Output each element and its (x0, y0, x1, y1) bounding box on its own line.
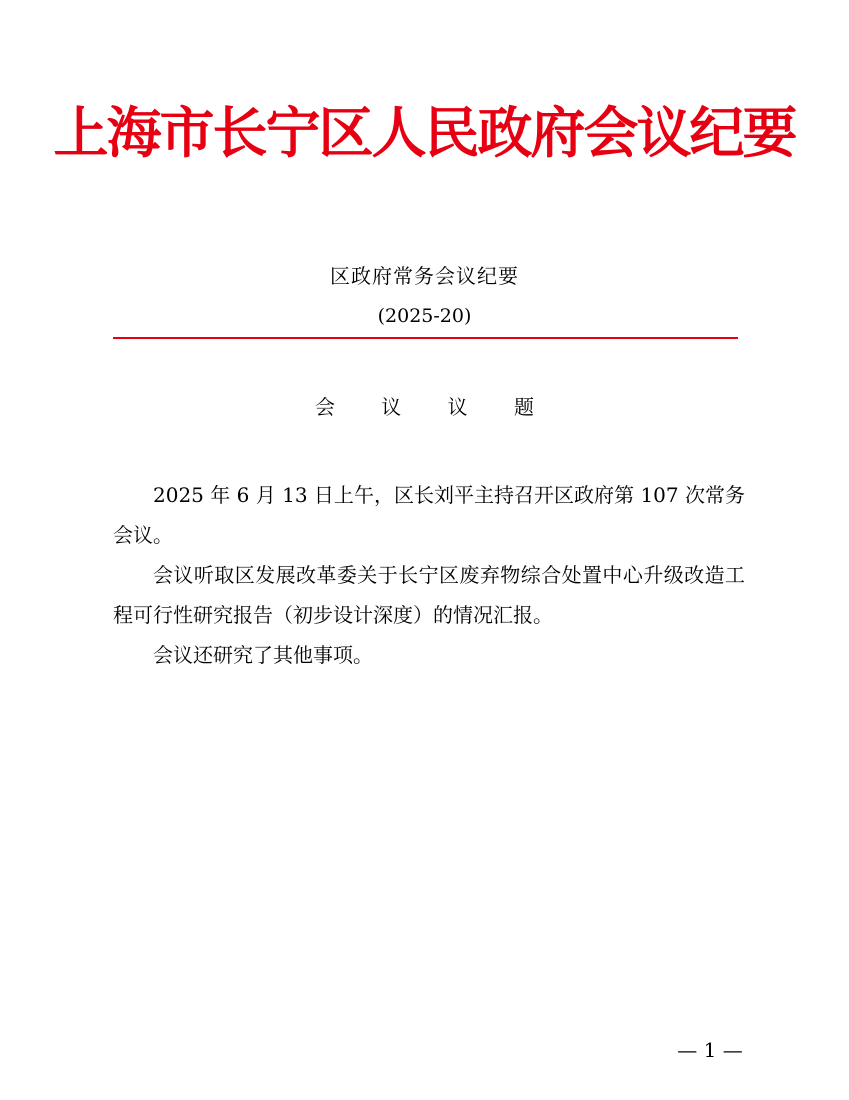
page-number: — 1 — (677, 1038, 743, 1062)
document-type: 区政府常务会议纪要 (330, 264, 519, 288)
body-paragraph: 2025 年 6 月 13 日上午，区长刘平主持召开区政府第 107 次常务会议。 (113, 483, 745, 547)
document-number: (2025-20) (377, 305, 472, 327)
section-heading: 会 议 议 题 (314, 395, 555, 419)
body-paragraph: 会议还研究了其他事项。 (153, 643, 373, 667)
red-separator-line (113, 337, 738, 339)
body-paragraph: 会议听取区发展改革委关于长宁区废弃物综合处置中心升级改造工程可行性研究报告（初步设计深度）的情况汇报。 (113, 563, 745, 627)
document-body (113, 475, 745, 675)
document-masthead: 上海市长宁区人民政府会议纪要 (53, 100, 796, 165)
